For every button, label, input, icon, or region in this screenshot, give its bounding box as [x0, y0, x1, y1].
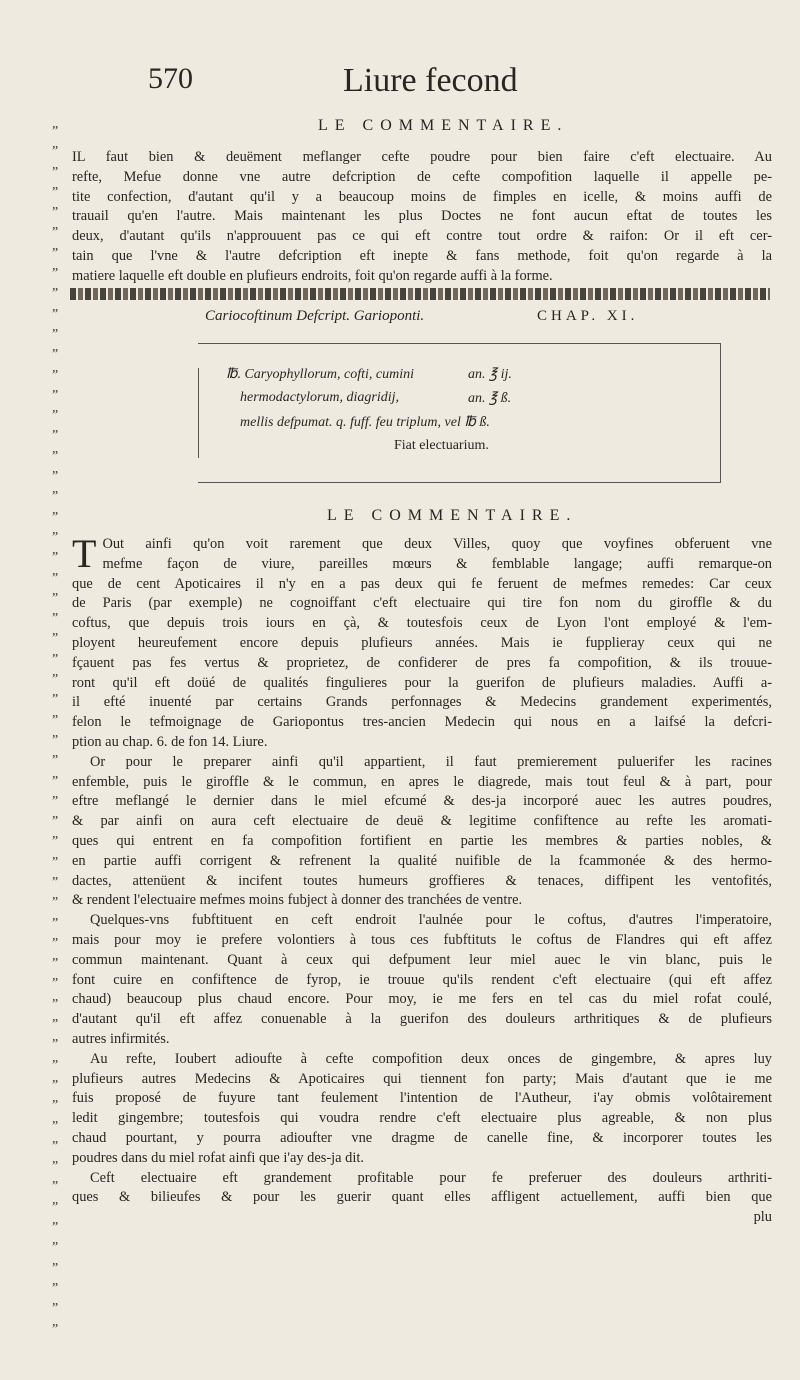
quote-mark: ”: [52, 976, 59, 992]
quote-mark: ”: [52, 326, 59, 342]
quote-mark: ”: [52, 1321, 59, 1337]
quote-mark: ”: [52, 1017, 59, 1033]
section-heading-commentary: LE COMMENTAIRE.: [318, 117, 569, 134]
text-line: ques & bilieufes & pour les guerir quant elles affligent actuellement, auffi bien que: [72, 1189, 772, 1206]
text-line: eftre meflangé le dernier dans le miel efcumé & des-ja incorporé auec les autres poudres,: [72, 793, 772, 810]
quote-mark: ”: [52, 448, 59, 464]
quote-mark: ”: [52, 1057, 59, 1073]
quote-mark: ”: [52, 996, 59, 1012]
quote-mark: ”: [52, 286, 59, 302]
quote-mark: ”: [52, 347, 59, 363]
quote-mark: ”: [52, 672, 59, 688]
text-line: & par ainfi on aura ceft electuaire de deuë & legitime confiftence au refte les aromati-: [72, 813, 772, 830]
text-line: ption au chap. 6. de fon 14. Liure.: [72, 733, 268, 750]
quote-mark: ”: [52, 834, 59, 850]
recipe-quantity: an. ℥ ß.: [468, 391, 512, 406]
recipe-ingredient-line: hermodactylorum, diagridij,: [240, 390, 400, 405]
text-line: que de cent Apoticaires il n'y en a pas deux qui fe feruent de mefmes remedes: Car ceux: [72, 575, 772, 592]
text-line: de Paris (par exemple) ne cognoiffant c'eft electuaire qui tire fon nom du giroffle & du: [72, 595, 772, 612]
text-line: felon le tefmoignage de Gariopontus tres-ancien Medecin qui nous en a laifsé la defcri-: [72, 714, 772, 731]
quote-mark: ”: [52, 590, 59, 606]
chapter-label: CHAP. XI.: [537, 308, 639, 324]
catchword: plu: [753, 1209, 772, 1226]
quote-mark: ”: [52, 1240, 59, 1256]
quote-mark: ”: [52, 489, 59, 505]
text-line: mais pour moy ie prefere volontiers à tous ces fubftituts le coftus de Flandres qui eft affez: [72, 931, 772, 948]
text-line-content: Out ainfi qu'on voit rarement que deux Villes, quoy que voyfines obferuent vne: [102, 536, 772, 552]
text-line: tain que l'vne & l'autre defcription eft inepte & fans methode, foit qu'on regarde à la: [72, 247, 772, 264]
text-line: Quelques-vns fubftituent en ceft endroit l'aulnée pour le coftus, d'autres l'imperatoire,: [90, 912, 772, 929]
text-line: font cuire en confiftence de fyrop, ie trouue qu'ils rendent c'eft electuaire (qui eft affez: [72, 971, 772, 988]
quote-mark: ”: [52, 814, 59, 830]
quote-mark: ”: [52, 1098, 59, 1114]
text-line: fçauent pas fes vertus & proprietez, de confiderer de pres fa compofition, & ils trouue-: [72, 654, 772, 671]
quote-mark: ”: [52, 874, 59, 890]
quote-mark: ”: [52, 1159, 59, 1175]
recipe-title: Cariocoftinum Defcript. Garioponti.: [205, 308, 425, 324]
quote-mark: ”: [52, 895, 59, 911]
quote-mark: ”: [52, 732, 59, 748]
text-line: il efté inuenté par certains Grands perfonnages & Medecins grandement experimentés,: [72, 694, 772, 711]
text-line: d'autant qu'il eft affez conuenable à la guerifon des douleurs arthritiques & de plufieurs: [72, 1011, 772, 1028]
quote-mark: ”: [52, 753, 59, 769]
recipe-fiat: Fiat electuarium.: [394, 438, 489, 453]
commentary-paragraph: [72, 148, 772, 287]
quote-mark: ”: [52, 1077, 59, 1093]
quote-mark: ”: [52, 408, 59, 424]
text-line: en partie auffi corrigent & refrenent la qualité nuifible de la fcammonée & des hermo-: [72, 852, 772, 869]
quote-mark: ”: [52, 712, 59, 728]
text-line: tite confection, d'autant qu'il y a beaucoup moins de fimples en icelle, & moins auffi de: [72, 188, 772, 205]
quote-mark: ”: [52, 692, 59, 708]
text-line: poudres dans du miel rofat ainfi que i'ay des-ja dit.: [72, 1149, 364, 1166]
text-line: ployent heureufement encore depuis plufieurs années. Mais ie fupplieray ceux qui ne: [72, 634, 772, 651]
text-line: matiere laquelle eft double en plufieurs endroits, foit qu'on regarde auffi à la forme.: [72, 267, 553, 284]
quote-mark: ”: [52, 367, 59, 383]
commentary-body: [72, 531, 772, 1228]
text-line: & rendent l'electuaire mefmes moins fubject à donner des tranchées de ventre.: [72, 892, 523, 909]
decorative-ornament-band: [70, 288, 770, 300]
text-line: chaud) beaucoup plus chaud encore. Pour moy, ie me fers en tel cas du miel rofat coulé,: [72, 991, 772, 1008]
section-heading-commentary-2: LE COMMENTAIRE.: [327, 507, 578, 524]
text-line: mefme façon de viure, pareilles mœurs & femblable langage; auffi remarque-on: [102, 555, 772, 572]
box-bracket: [198, 368, 199, 458]
quote-mark: ”: [52, 651, 59, 667]
quote-mark: ”: [52, 1179, 59, 1195]
quote-mark: ”: [52, 184, 59, 200]
text-line: ledit gingembre; toutesfois qui voudra rendre c'eft electuaire plus agreable, & non plus: [72, 1110, 772, 1127]
quote-mark: ”: [52, 956, 59, 972]
quote-mark: ”: [52, 611, 59, 627]
quote-mark: ”: [52, 266, 59, 282]
quote-mark: ”: [52, 164, 59, 180]
text-line: plufieurs autres Medecins & Apoticaires qui tiennent fon party; Mais d'autant que ie me: [72, 1070, 772, 1087]
text-line: refte, Mefue donne vne autre defcription de cefte compofition laquelle il appelle pe-: [72, 168, 772, 185]
quote-mark: ”: [52, 1138, 59, 1154]
recipe-ingredient-line: ℔. Caryophyllorum, cofti, cumini: [226, 367, 414, 382]
quote-mark: ”: [52, 1118, 59, 1134]
quote-mark: ”: [52, 550, 59, 566]
quote-mark: ”: [52, 245, 59, 261]
text-line: enfemble, puis le giroffle & le commun, en apres le diagrede, mais tout feul & à part, pour: [72, 773, 772, 790]
page-number: 570: [148, 62, 193, 95]
drop-cap: T: [72, 531, 97, 576]
quote-mark: ”: [52, 124, 59, 139]
quote-mark: ”: [52, 915, 59, 931]
text-line: Au refte, Ioubert adioufte à cefte compofition deux onces de gingembre, & apres luy: [90, 1050, 772, 1067]
recipe-box: [198, 343, 721, 483]
quote-mark: ”: [52, 793, 59, 809]
quote-mark: ”: [52, 1199, 59, 1215]
quote-mark: ”: [52, 387, 59, 403]
quote-mark: ”: [52, 469, 59, 485]
text-line: coftus, que depuis trois iours en çà, & toutesfois ceux de Lyon l'ont employé & l'em-: [72, 615, 772, 632]
quote-mark: ”: [52, 854, 59, 870]
recipe-quantity: an. ℥ ij.: [468, 367, 512, 382]
quote-mark: ”: [52, 529, 59, 545]
text-line: ques qui entrent en fa compofition fortifient en partie les membres & parties nobles, &: [72, 832, 772, 849]
quote-mark: ”: [52, 935, 59, 951]
text-line: commun maintenant. Quant à ceux qui defpument leur miel auec le vin blanc, puis le: [72, 951, 772, 968]
text-line: Ceft electuaire eft grandement profitable pour fe preferuer des douleurs arthriti-: [90, 1169, 772, 1186]
quote-mark: ”: [52, 1220, 59, 1236]
text-line: deux, d'autant qu'ils n'approuuent pas ce qui eft contre tout ordre & raifon: Or il eft cer-: [72, 228, 772, 245]
quote-mark: ”: [52, 428, 59, 444]
text-line: fuis proposé de fuyure tant feulement l'intention de l'Autheur, i'ay obmis volôtairement: [72, 1090, 772, 1107]
quote-mark: ”: [52, 1260, 59, 1276]
text-line: chaud pourtant, y pourra adioufter vne dragme de canelle fine, & incorporer toutes les: [72, 1129, 772, 1146]
text-line: ront qu'il eft doüé de qualités fingulieres pour la guerifon de plufieurs maladies. Auffi a-: [72, 674, 772, 691]
running-title: Liure fecond: [343, 62, 518, 99]
text-line: dactes, attenüent & incifent toutes humeurs groffieres & tenaces, diffipent les ventofités,: [72, 872, 772, 889]
quote-mark: ”: [52, 773, 59, 789]
text-line: autres infirmités.: [72, 1030, 170, 1047]
quote-mark: ”: [52, 1037, 59, 1053]
quote-mark: ”: [52, 509, 59, 525]
text-line: Or pour le preparer ainfi qu'il appartient, il faut premierement puluerifer les racines: [90, 753, 772, 770]
quote-mark: ”: [52, 1280, 59, 1296]
quote-mark: ”: [52, 570, 59, 586]
recipe-ingredient-line: mellis defpumat. q. fuff. feu triplum, vel ℔ ß.: [240, 415, 490, 430]
marginal-quote-marks: [52, 122, 66, 1340]
text-line: trauail qu'en l'autre. Mais maintenant les plus Doctes ne font aucun eftat de toutes les: [72, 208, 772, 225]
quote-mark: ”: [52, 225, 59, 241]
quote-mark: ”: [52, 1301, 59, 1317]
text-line: IL faut bien & deuëment meflanger cefte poudre pour bien faire c'eft electuaire. Au: [72, 149, 772, 165]
quote-mark: ”: [52, 631, 59, 647]
quote-mark: ”: [52, 306, 59, 322]
quote-mark: ”: [52, 144, 59, 160]
quote-mark: ”: [52, 205, 59, 221]
